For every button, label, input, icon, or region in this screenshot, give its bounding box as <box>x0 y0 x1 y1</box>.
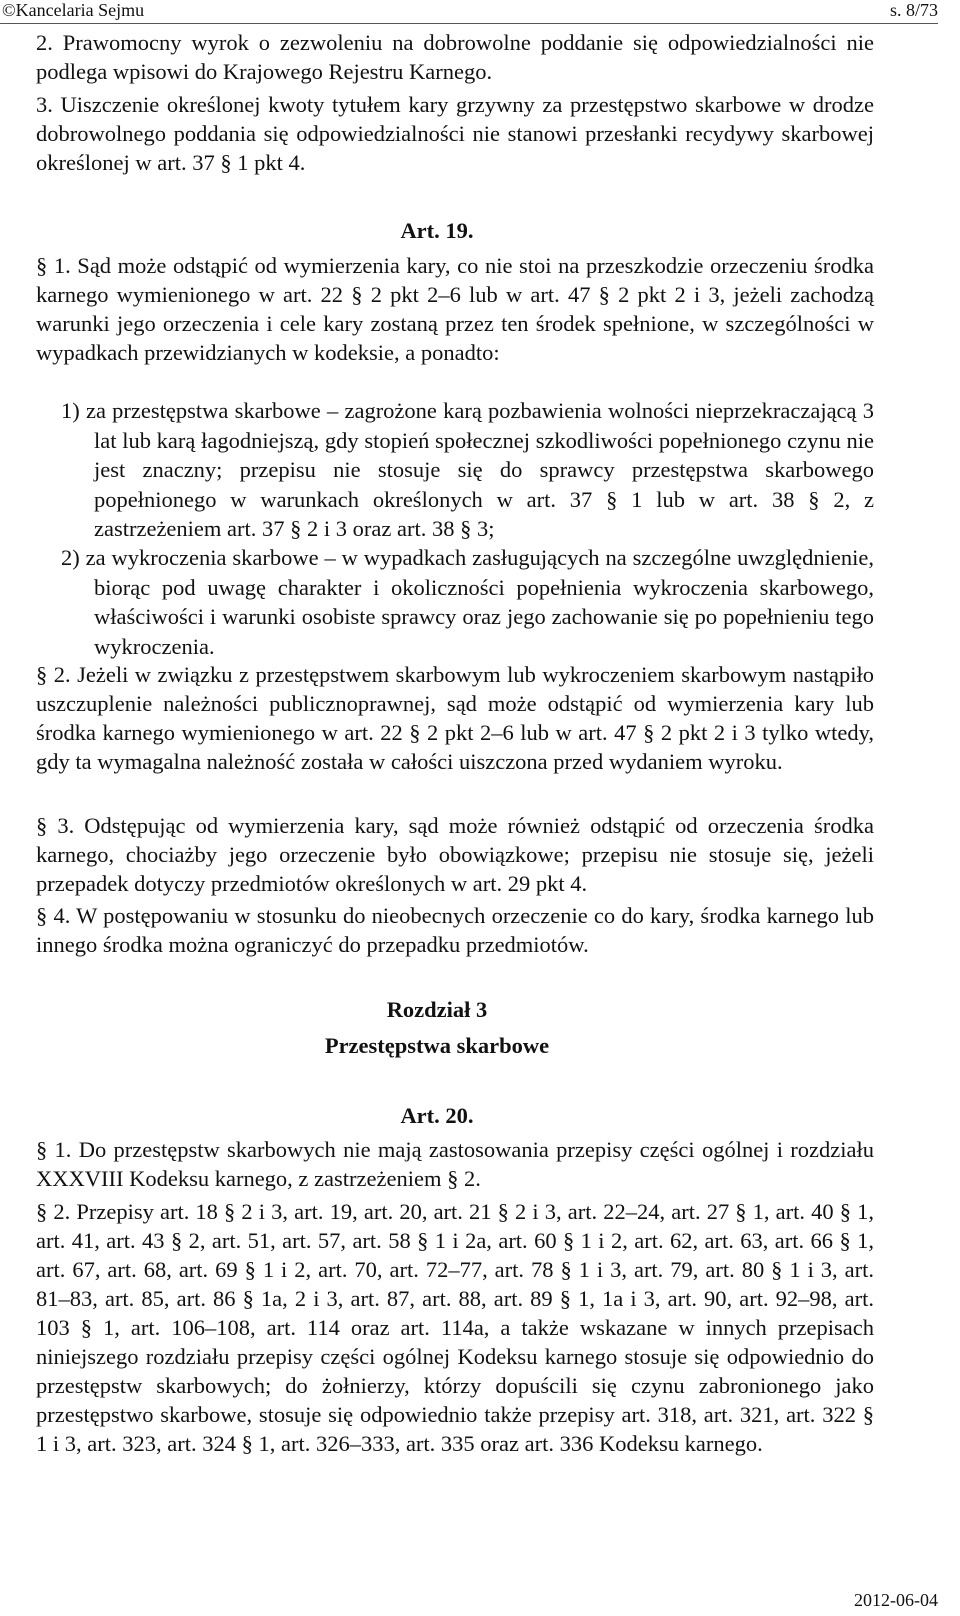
article-19-title: Art. 19. <box>400 218 474 243</box>
header-divider <box>0 23 938 24</box>
article-20-title: Art. 20. <box>400 1103 474 1128</box>
paragraph-prev-3: 3. Uiszczenie określonej kwoty tytułem kary grzywny za przestępstwo skarbowe w drodze dobrowolnego poddania się odpowiedzialności nie stanowi przesłanki recydywy skarbowej określonej w art. 37 § 1 pkt 4. <box>36 92 874 175</box>
art19-section-3: § 3. Odstępując od wymierzenia kary, sąd może również odstąpić od orzeczenia środka karnego, chociażby jego orzeczenie było obowiązkowe; przepisu nie stosuje się, jeżeli przepadek dotyczy przedmiotów określonych w art. 29 pkt 4. <box>36 813 874 896</box>
footer-date: 2012-06-04 <box>854 1590 938 1610</box>
art19-section-2: § 2. Jeżeli w związku z przestępstwem skarbowym lub wykroczeniem skarbowym nastąpiło uszczuplenie należności publicznoprawnej, sąd może odstąpić od wymierzenia kary lub środka karnego wymienionego w art. 22 § 2 pkt 2–6 lub w art. 47 § 2 pkt 2 i 3 tylko wtedy, gdy ta wymagalna należność została w całości uiszczona przed wydaniem wyroku. <box>36 662 874 774</box>
header-source: ©Kancelaria Sejmu <box>2 0 145 20</box>
art20-section-2: § 2. Przepisy art. 18 § 2 i 3, art. 19, art. 20, art. 21 § 2 i 3, art. 22–24, art. 27 § 1, art. 40 § 1, art. 41, art. 43 § 2, art. 51, art. 57, art. 58 § 1 i 2a, art. 60 § 1 i 2, art. 62, art. 63, art. 66 § 1, art. 67, art. 68, art. 69 § 1 i 2, art. 70, art. 72–77, art. 78 § 1 i 3, art. 79, art. 80 § 1 i 3, art. 81–83, art. 85, art. 86 § 1a, 2 i 3, art. 87, art. 88, art. 89 § 1, 1a i 3, art. 90, art. 92–98, art. 103 § 1, art. 106–108, art. 114 oraz art. 114a, a także wskazane w innych przepisach niniejszego rozdziału przepisy części ogólnej Kodeksu karnego stosuje się odpowiednio do przestępstw skarbowych; do żołnierzy, którzy dopuścili się czynu zabronionego jako przestępstwo skarbowe, stosuje się odpowiednio także przepisy art. 318, art. 321, art. 322 § 1 i 3, art. 323, art. 324 § 1, art. 326–333, art. 335 oraz art. 336 Kodeksu karnego. <box>36 1199 874 1456</box>
art20-section-1: § 1. Do przestępstw skarbowych nie mają zastosowania przepisy części ogólnej i rozdziału XXXVIII Kodeksu karnego, z zastrzeżeniem § 2. <box>36 1137 874 1191</box>
art19-section-4: § 4. W postępowaniu w stosunku do nieobecnych orzeczenie co do kary, środka karnego lub innego środka można ograniczyć do przepadku przedmiotów. <box>36 903 874 957</box>
page-number: s. 8/73 <box>889 0 938 20</box>
chapter-title: Przestępstwa skarbowe <box>324 1033 550 1058</box>
art19-section-1-point-2: 2) za wykroczenia skarbowe – w wypadkach zasługujących na szczególne uwzględnienie, biorąc pod uwagę charakter i okoliczności popełnienia wykroczenia skarbowego, właściwości i warunki osobiste sprawcy oraz jego zachowanie się po popełnieniu tego wykroczenia. <box>61 545 874 659</box>
art19-section-1-intro: § 1. Sąd może odstąpić od wymierzenia kary, co nie stoi na przeszkodzie orzeczeniu środka karnego wymienionego w art. 22 § 2 pkt 2–6 lub w art. 47 § 2 pkt 2 i 3, jeżeli zachodzą warunki jego orzeczenia i cele kary zostaną przez ten środek spełnione, w szczególności w wypadkach przewidzianych w kodeksie, a ponadto: <box>36 253 874 365</box>
chapter-number: Rozdział 3 <box>386 997 488 1022</box>
art19-section-1-point-1: 1) za przestępstwa skarbowe – zagrożone karą pozbawienia wolności nieprzekraczającą 3 lat lub karą łagodniejszą, gdy stopień społecznej szkodliwości popełnionego czynu nie jest znaczny; przepisu nie stosuje się do sprawcy przestępstwa skarbowego popełnionego w warunkach określonych w art. 37 § 1 lub w art. 38 § 2, z zastrzeżeniem art. 37 § 2 i 3 oraz art. 38 § 3; <box>61 398 874 541</box>
paragraph-prev-2: 2. Prawomocny wyrok o zezwoleniu na dobrowolne poddanie się odpowiedzialności nie podlega wpisowi do Krajowego Rejestru Karnego. <box>36 30 874 84</box>
